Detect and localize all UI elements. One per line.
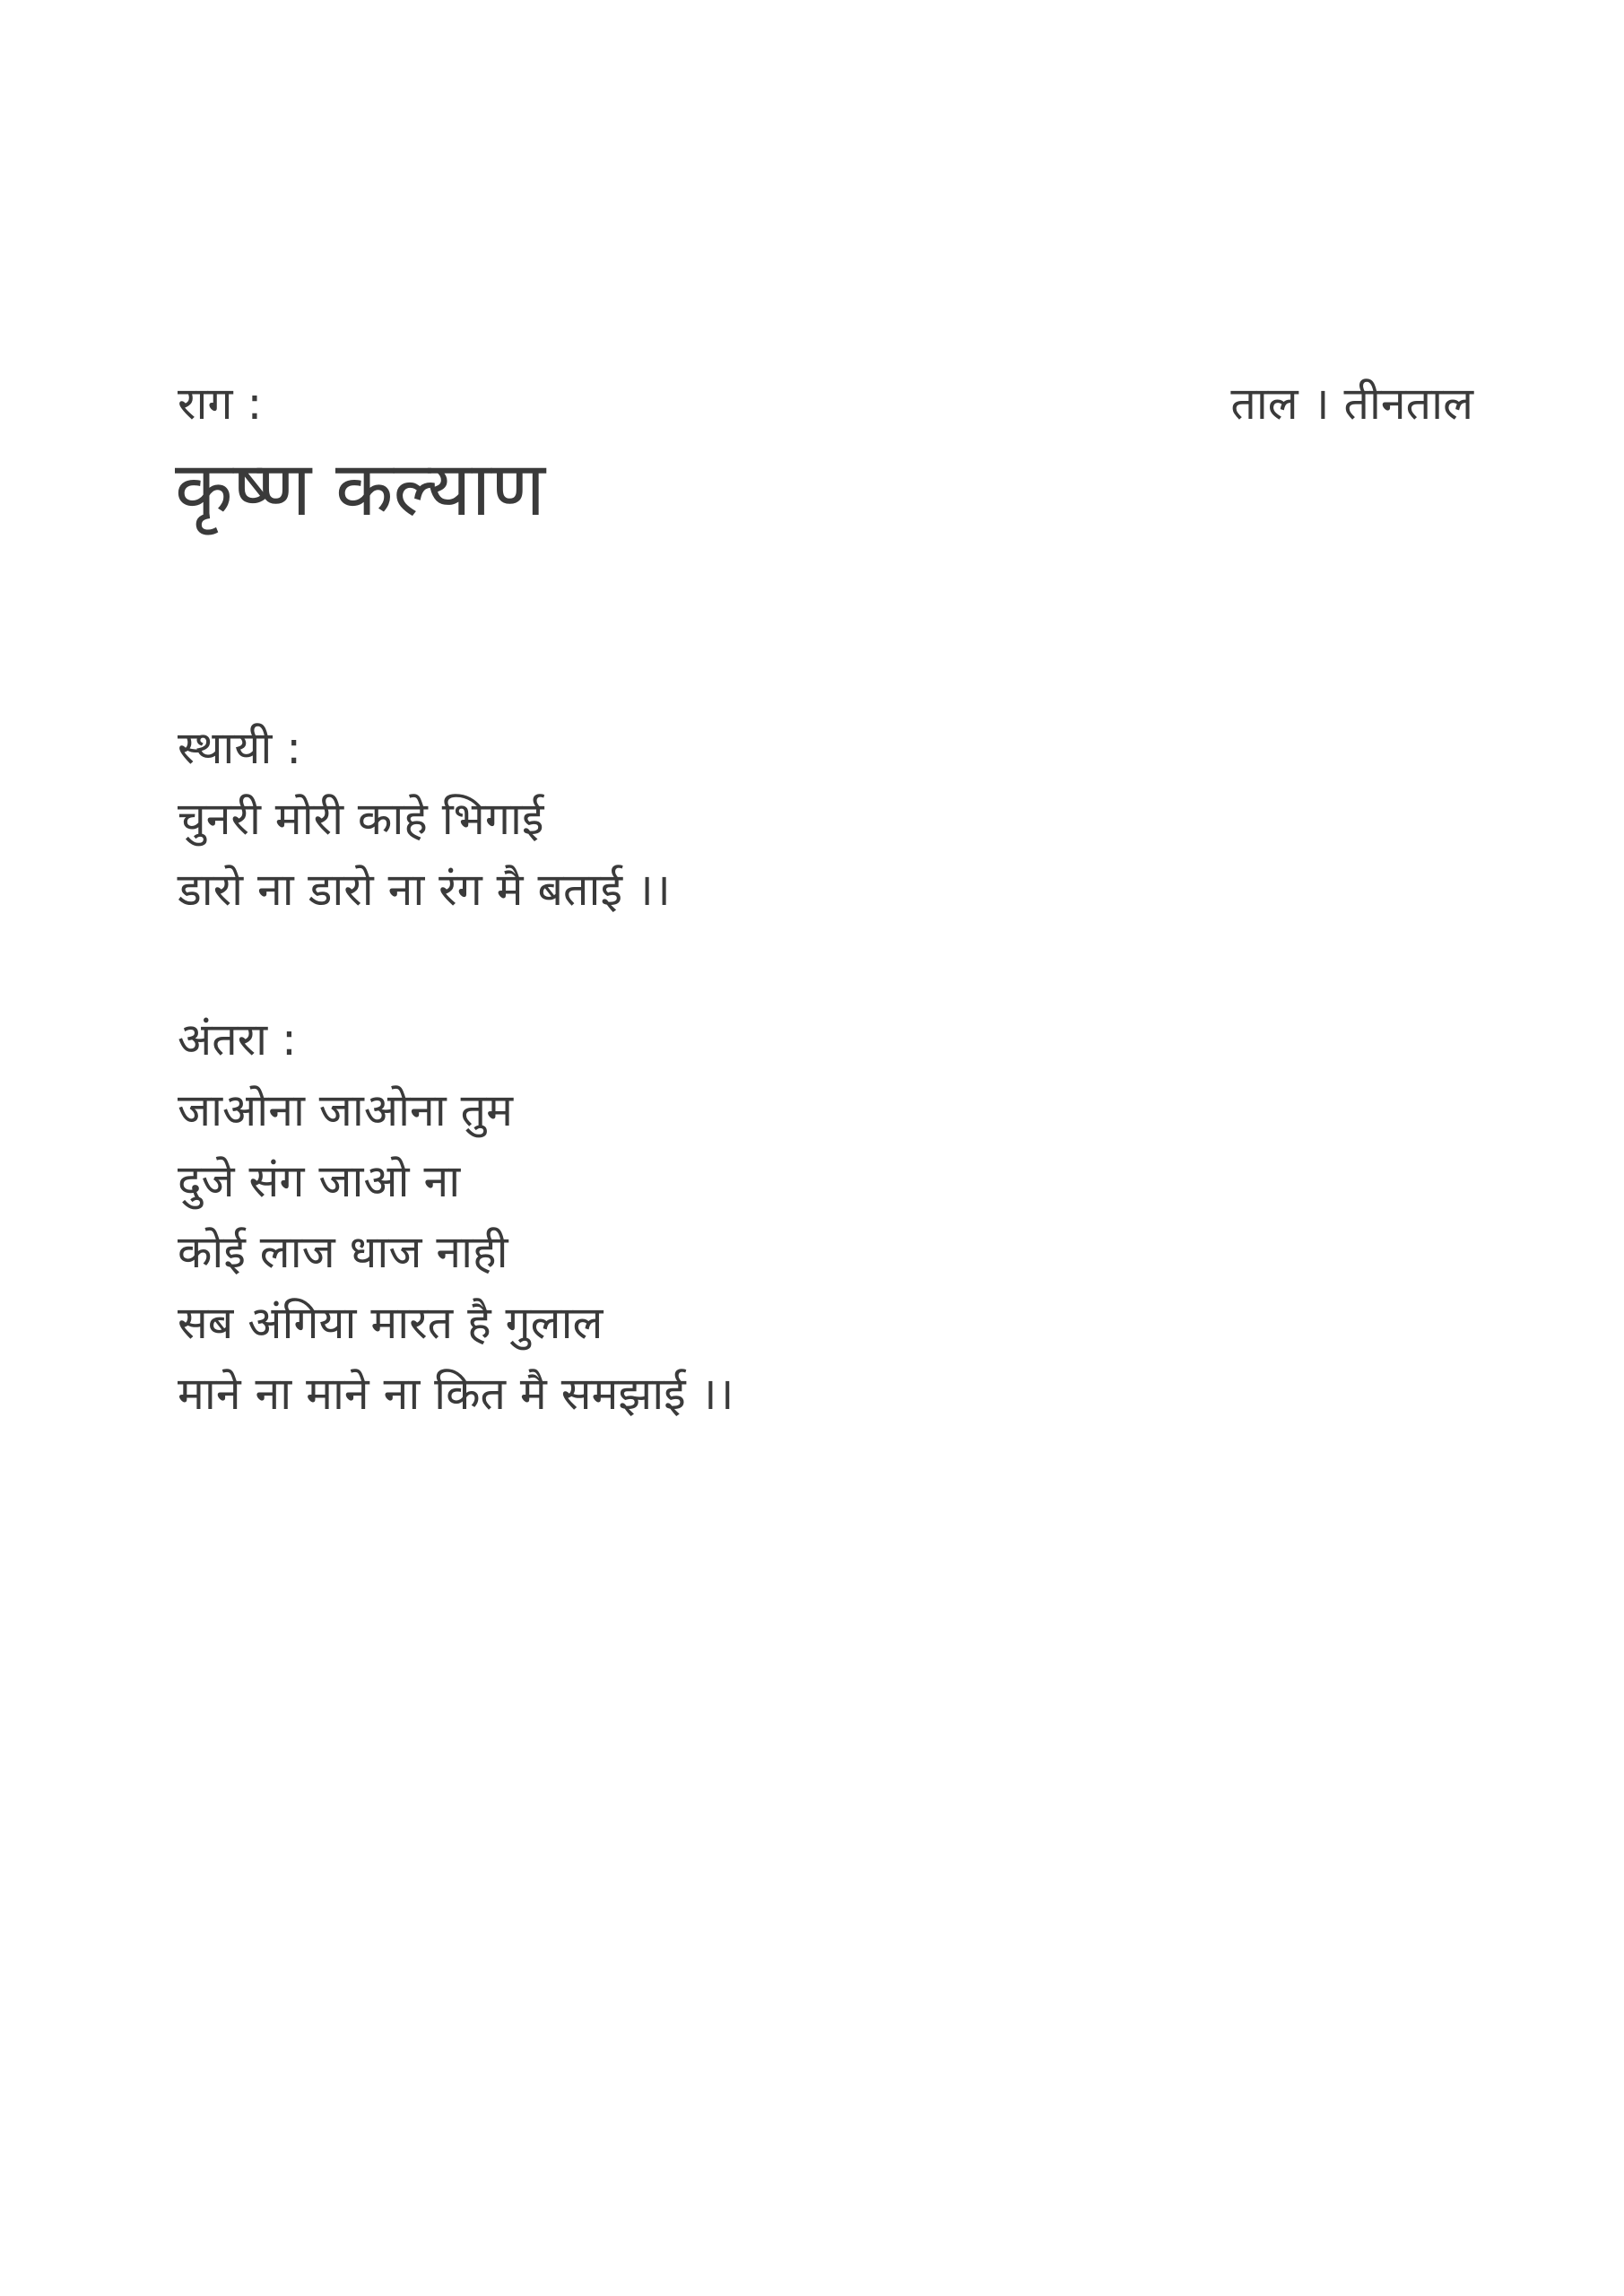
antara-heading: अंतरा : <box>178 1013 297 1065</box>
taal-label: ताल । तीनताल <box>1230 378 1473 430</box>
raag-label: राग : <box>178 378 263 430</box>
raag-name: कृष्ण कल्याण <box>175 445 546 533</box>
antara-section <box>178 1004 734 1430</box>
lyric-line: चुनरी मोरी काहे भिगाई <box>178 793 544 845</box>
lyric-line: डारो ना डारो ना रंग मै बताई ।। <box>178 864 671 916</box>
lyric-line: माने ना माने ना कित मै समझाई ।। <box>178 1368 734 1420</box>
lyric-line: जाओना जाओना तुम <box>178 1084 513 1136</box>
lyric-line: सब अंगिया मारत है गुलाल <box>178 1297 604 1349</box>
sthayi-section <box>178 713 671 926</box>
sthayi-heading: स्थायी : <box>178 722 302 774</box>
lyric-line: दुजे संग जाओ ना <box>178 1155 461 1207</box>
lyric-line: कोई लाज धाज नाही <box>178 1226 508 1278</box>
